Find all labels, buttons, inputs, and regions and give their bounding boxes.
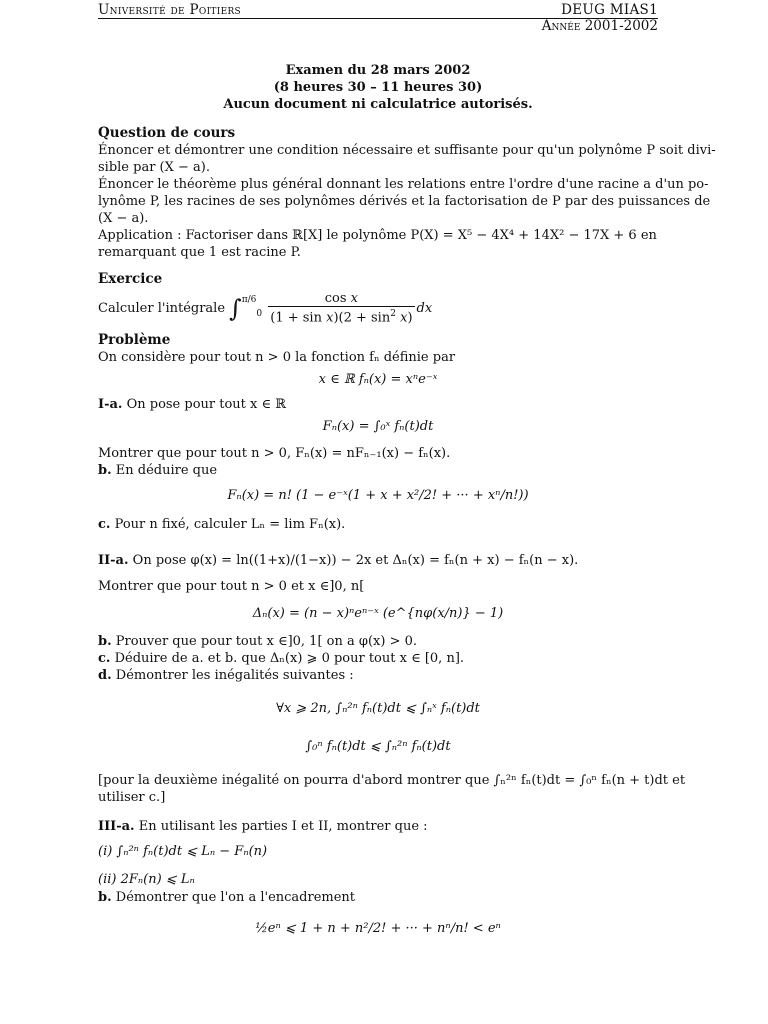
cours-p2b: lynôme P, les racines de ses polynômes dérivés et la factorisation de P par des puissances de xyxy=(98,194,711,209)
IIa-formula: Δₙ(x) = (n − x)ⁿeⁿ⁻ˣ (e^{nφ(x/n)} − 1) xyxy=(252,606,504,621)
course-code: DEUG MIAS1 xyxy=(561,2,658,18)
cours-p1a: Énoncer et démontrer une condition nécessaire et suffisante pour qu'un polynôme P soit divi- xyxy=(98,143,716,158)
fn-definition: x ∈ ℝ fₙ(x) = xⁿe⁻ˣ xyxy=(318,372,438,387)
Fn-definition: Fₙ(x) = ∫₀ˣ fₙ(t)dt xyxy=(322,419,434,434)
exercice-text: Calculer l'intégrale xyxy=(98,301,226,317)
integral-sign: ∫ xyxy=(229,294,242,323)
probleme-heading: Problème xyxy=(98,332,171,348)
IIIb-formula: ½eⁿ ⩽ 1 + n + n²/2! + ··· + nⁿ/n! < eⁿ xyxy=(255,921,501,936)
cours-p1b: sible par (X − a). xyxy=(98,160,210,175)
IIc-line: c. Déduire de a. et b. que Δₙ(x) ⩾ 0 pour tout x ∈ [0, n]. xyxy=(98,651,465,666)
exam-time: (8 heures 30 – 11 heures 30) xyxy=(273,80,483,95)
exam-rules: Aucun document ni calculatrice autorisés. xyxy=(223,97,533,112)
IIIa-i: (i) ∫ₙ²ⁿ fₙ(t)dt ⩽ Lₙ − Fₙ(n) xyxy=(98,844,268,859)
Ib-formula: Fₙ(x) = n! (1 − e⁻ˣ(1 + x + x²/2! + ··· + xⁿ/n!)) xyxy=(227,488,529,503)
IId-inequality-1: ∀x ⩾ 2n, ∫ₙ²ⁿ fₙ(t)dt ⩽ ∫ₙˣ fₙ(t)dt xyxy=(276,701,480,716)
cours-p3a: Application : Factoriser dans ℝ[X] le polynôme P(X) = X⁵ − 4X⁴ + 14X² − 17X + 6 en xyxy=(98,228,657,243)
exam-title: Examen du 28 mars 2002 xyxy=(285,63,471,78)
IIa-show: Montrer que pour tout n > 0 et x ∈]0, n[ xyxy=(98,579,365,594)
cours-p2a: Énoncer le théorème plus général donnant les relations entre l'ordre d'une racine a d'un po- xyxy=(98,177,709,192)
Ic-line: c. Pour n fixé, calculer Lₙ = lim Fₙ(x). xyxy=(98,517,346,532)
university-name: Université de Poitiers xyxy=(98,2,242,18)
IIIa-line: III-a. En utilisant les parties I et II, montrer que : xyxy=(98,819,428,834)
IId-note-b: utiliser c.] xyxy=(98,790,166,805)
Ib-line: b. En déduire que xyxy=(98,463,218,478)
exercice-line: Calculer l'intégrale ∫$^{\pi/6}_0$ $\frac{\text{cos x}}{(1 + \sin x)(2 + \sin^2 x)}$ dx xyxy=(98,291,433,326)
exercice-heading: Exercice xyxy=(98,271,163,287)
exercice-fraction: $\frac{\text{cos x}}{(1 + \sin x)(2 + \sin^2 x)}$ xyxy=(270,291,413,326)
IId-inequality-2: ∫₀ⁿ fₙ(t)dt ⩽ ∫ₙ²ⁿ fₙ(t)dt xyxy=(305,739,451,754)
cours-p2c: (X − a). xyxy=(98,211,149,226)
IId-note-a: [pour la deuxième inégalité on pourra d'abord montrer que ∫ₙ²ⁿ fₙ(t)dt = ∫₀ⁿ fₙ(n + t)dt et xyxy=(98,773,686,788)
cours-p3b: remarquant que 1 est racine P. xyxy=(98,245,301,260)
Ia-show: Montrer que pour tout n > 0, Fₙ(x) = nFₙ₋₁(x) − fₙ(x). xyxy=(98,446,451,461)
IIa-line: II-a. On pose φ(x) = ln((1+x)/(1−x)) − 2x et Δₙ(x) = fₙ(n + x) − fₙ(n − x). xyxy=(98,553,579,568)
Ia-line: I-a. On pose pour tout x ∈ ℝ xyxy=(98,397,287,412)
academic-year: Année 2001-2002 xyxy=(541,18,658,34)
IIIa-ii: (ii) 2Fₙ(n) ⩽ Lₙ xyxy=(98,872,195,887)
IIIb-line: b. Démontrer que l'on a l'encadrement xyxy=(98,890,356,905)
probleme-intro: On considère pour tout n > 0 la fonction fₙ définie par xyxy=(98,350,456,365)
IIb-line: b. Prouver que pour tout x ∈]0, 1[ on a φ(x) > 0. xyxy=(98,634,417,649)
cours-heading: Question de cours xyxy=(98,125,236,141)
IId-line: d. Démontrer les inégalités suivantes : xyxy=(98,668,354,683)
